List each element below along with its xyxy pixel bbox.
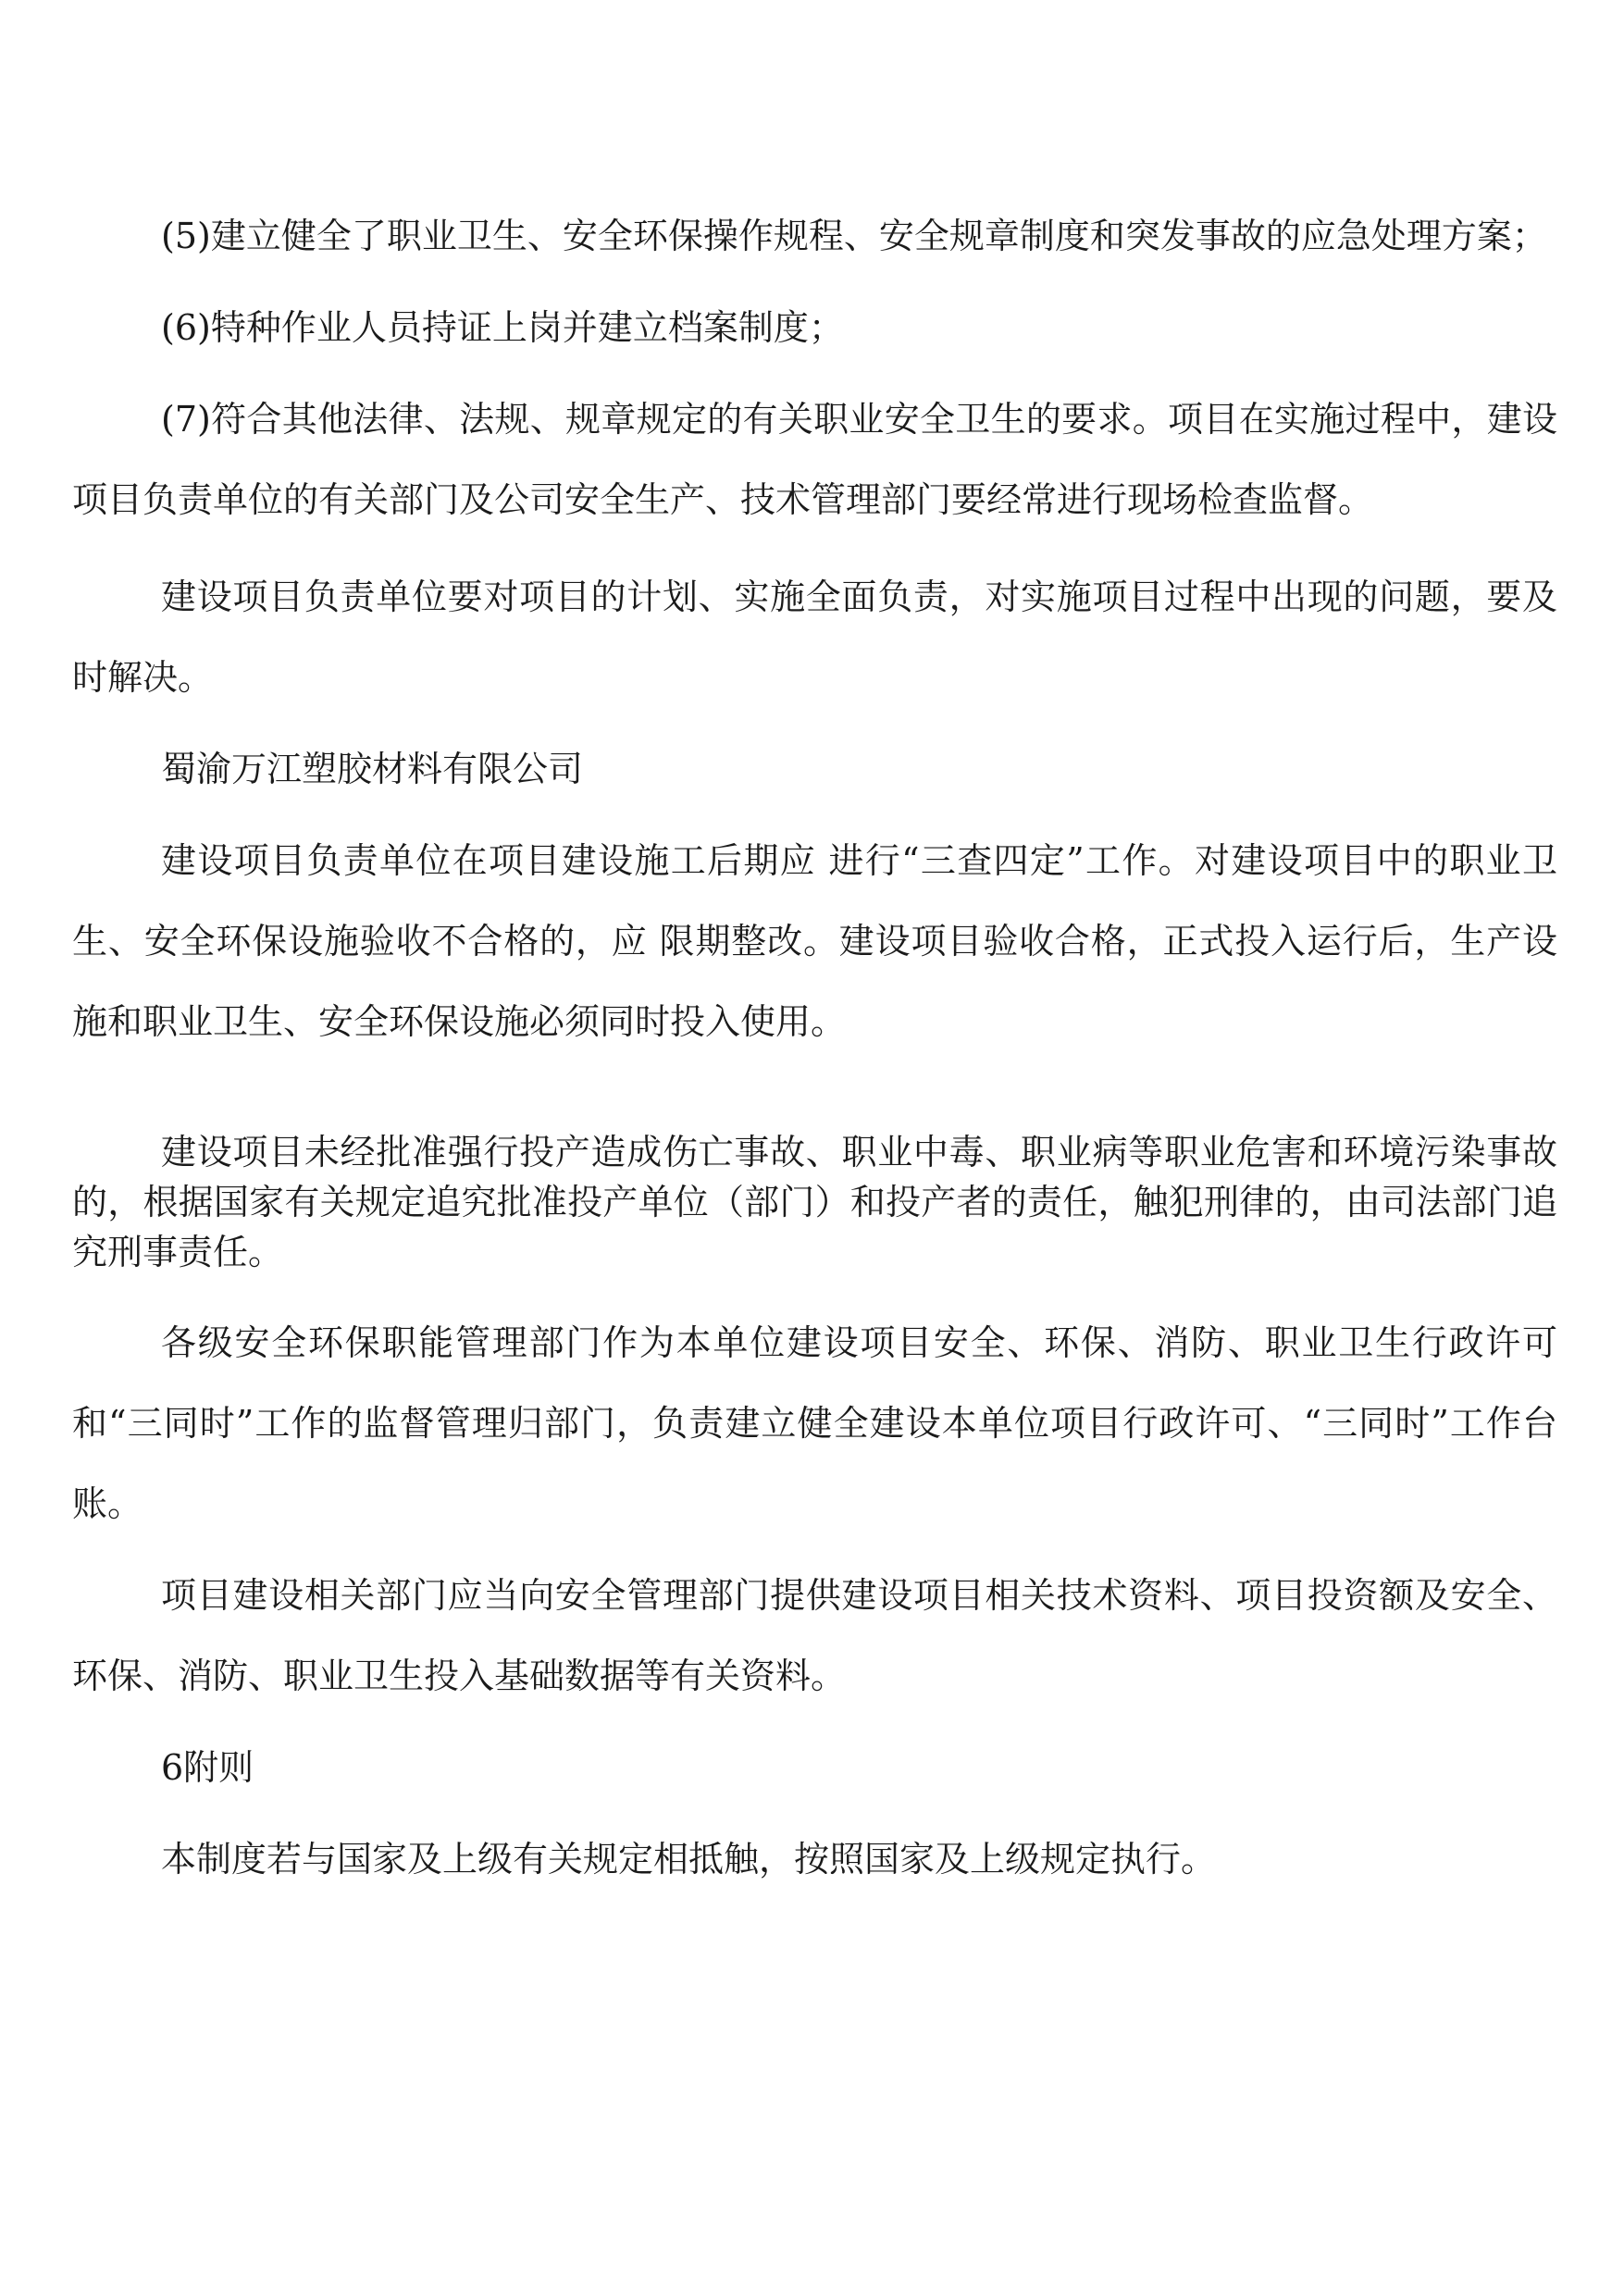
paragraph-item-6: (6)特种作业人员持证上岗并建立档案制度； — [161, 307, 844, 348]
paragraph-final-clause: 本制度若与国家及上级有关规定相抵触，按照国家及上级规定执行。 — [161, 1839, 1217, 1879]
paragraph-supervision: 各级安全环保职能管理部门作为本单位建设项目安全、环保、消防、职业卫生行政许可和“三同时”工作的监督管理归部门，负责建立健全建设本单位项目行政许可、“三同时”工作台账。 — [72, 1322, 1557, 1524]
paragraph-item-7: (7)符合其他法律、法规、规章规定的有关职业安全卫生的要求。项目在实施过程中，建设项目负责单位的有关部门及公司安全生产、技术管理部门要经常进行现场检查监督。 — [72, 399, 1557, 520]
paragraph-inspection: 建设项目负责单位在项目建设施工后期应 进行“三查四定”工作。对建设项目中的职业卫生、安全环保设施验收不合格的，应 限期整改。建设项目验收合格，正式投入运行后，生产设施和职业卫生、安全环保设施必须同时投入使用。 — [72, 840, 1557, 1042]
paragraph-responsibility: 建设项目负责单位要对项目的计划、实施全面负责，对实施项目过程中出现的问题，要及时解决。 — [72, 577, 1557, 698]
section-heading-appendix: 6附则 — [161, 1747, 254, 1788]
paragraph-liability: 建设项目未经批准强行投产造成伤亡事故、职业中毒、职业病等职业危害和环境污染事故的，根据国家有关规定追究批准投产单位（部门）和投产者的责任，触犯刑律的，由司法部门追究刑事责任。 — [72, 1132, 1557, 1272]
company-name: 蜀渝万江塑胶材料有限公司 — [161, 749, 584, 789]
document-body — [72, 196, 1557, 1900]
paragraph-data-provision: 项目建设相关部门应当向安全管理部门提供建设项目相关技术资料、项目投资额及安全、环保、消防、职业卫生投入基础数据等有关资料。 — [72, 1575, 1557, 1696]
paragraph-item-5: (5)建立健全了职业卫生、安全环保操作规程、安全规章制度和突发事故的应急处理方案； — [161, 216, 1547, 256]
